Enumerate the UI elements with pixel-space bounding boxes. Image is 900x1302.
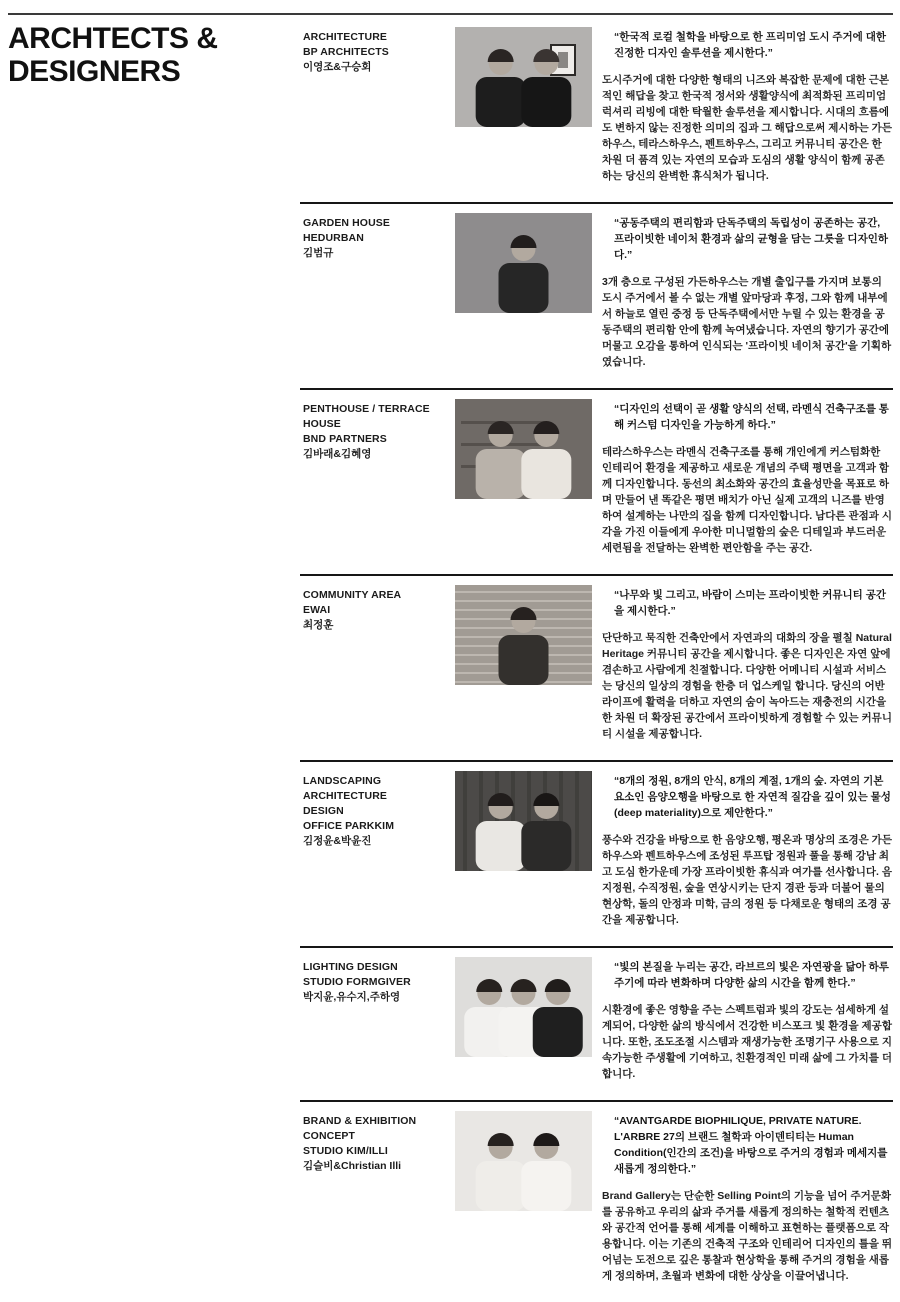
portrait-two-designers-interior-shelves bbox=[455, 399, 592, 499]
category-line: OFFICE PARKKIM bbox=[303, 820, 395, 832]
designer-description: 3개 층으로 구성된 가든하우스는 개별 출입구를 가지며 보통의 도시 주거에서 볼 수 없는 개별 앞마당과 후정, 그와 함께 내부에서 하늘로 열린 중정 등 단독주택에서만 누릴 수 있는 환경을 공동주택의 편리함 안에 함께 녹여냈습니다. 자연의 향기가 공간에 머물고 오감을 통하여 인식되는 '프라이빗 네이처 공간'을 기획하였습니다. bbox=[602, 276, 892, 368]
section-text-column bbox=[602, 399, 893, 556]
page-title-line1: ARCHTECTS & bbox=[8, 22, 218, 55]
designer-section bbox=[300, 18, 893, 204]
portrait-two-men-dark-sweaters bbox=[455, 27, 592, 127]
category-line: LANDSCAPING ARCHITECTURE bbox=[303, 775, 388, 802]
category-lines bbox=[303, 774, 455, 834]
section-text-column bbox=[602, 213, 893, 370]
page-title bbox=[8, 22, 218, 88]
portrait-man-woman-dark-curtain bbox=[455, 771, 592, 871]
category-line: STUDIO FORMGIVER bbox=[303, 976, 411, 988]
category-line: ARCHITECTURE bbox=[303, 31, 388, 43]
designer-names: 이영조&구승회 bbox=[303, 61, 372, 73]
section-label-column bbox=[303, 213, 455, 261]
section-label-column bbox=[303, 771, 455, 849]
category-lines bbox=[303, 402, 455, 447]
designer-names: 최정훈 bbox=[303, 619, 334, 631]
designer-section bbox=[300, 576, 893, 762]
section-text-column bbox=[602, 27, 893, 184]
section-label-column bbox=[303, 27, 455, 75]
designer-quote: “AVANTGARDE BIOPHILIQUE, PRIVATE NATURE. L'ARBRE 27의 브랜드 철학과 아이덴티티는 Human Condition(인간의 조건)을 바탕으로 주거의 경험과 메세지를 새롭게 정의한다.” bbox=[614, 1115, 888, 1175]
section-label-column bbox=[303, 1111, 455, 1174]
designer-quote: “한국적 로컬 철학을 바탕으로 한 프리미엄 도시 주거에 대한 진정한 디자인 솔루션을 제시한다.” bbox=[614, 31, 887, 59]
designer-section bbox=[300, 390, 893, 576]
category-lines bbox=[303, 216, 455, 246]
category-lines bbox=[303, 30, 455, 60]
designer-quote: “빛의 본질을 누리는 공간, 라브르의 빛은 자연광을 닮아 하루주기에 따라 변화하며 다양한 삶의 시간을 함께 한다.” bbox=[614, 961, 889, 989]
category-lines bbox=[303, 960, 455, 990]
designer-description: 도시주거에 대한 다양한 형태의 니즈와 복잡한 문제에 대한 근본적인 해답을 찾고 한국적 정서와 생활양식에 최적화된 프리미엄 럭셔리 리빙에 대한 탁월한 솔루션을 제시합니다. 시대의 흐름에도 변하지 않는 진정한 의미의 집과 그 해답으로써 제시하는 가든하우스, 테라스하우스, 펜트하우스, 그리고 커뮤니티 공간은 한 차원 더 품격 있는 자연의 모습과 도심의 생활 양식이 함께 공존하는 당신의 완벽한 휴식처가 됩니다. bbox=[602, 74, 892, 182]
category-line: HEDURBAN bbox=[303, 232, 364, 244]
designer-section bbox=[300, 948, 893, 1102]
category-line: BND PARTNERS bbox=[303, 433, 387, 445]
top-rule bbox=[8, 13, 893, 15]
section-text-column bbox=[602, 957, 893, 1082]
designer-names: 김정윤&박윤진 bbox=[303, 835, 372, 847]
section-text-column bbox=[602, 585, 893, 742]
category-line: BRAND & EXHIBITION CONCEPT bbox=[303, 1115, 417, 1142]
category-line: BP ARCHITECTS bbox=[303, 46, 389, 58]
section-text-column bbox=[602, 1111, 893, 1284]
designer-quote: “디자인의 선택이 곧 생활 양식의 선택, 라멘식 건축구조를 통해 커스텀 디자인을 가능하게 하다.” bbox=[614, 403, 889, 431]
designer-quote: “나무와 빛 그리고, 바람이 스미는 프라이빗한 커뮤니티 공간을 제시한다.” bbox=[614, 589, 887, 617]
designer-description: 단단하고 묵직한 건축안에서 자연과의 대화의 장을 펼칠 Natural Heritage 커뮤니티 공간을 제시합니다. 좋은 디자인은 자연 앞에 겸손하고 사람에게 친절합니다. 다양한 어메니티 시설과 서비스는 당신의 일상의 경험을 한층 더 업스케일 합니다. 당신의 어반 라이프에 활력을 더하고 자연의 숨이 녹아드는 재충전의 시간을 한 차원 더 확장된 공간에서 프라이빗하게 경험할 수 있는 커뮤니티 시설을 제공합니다. bbox=[602, 632, 892, 740]
designer-section bbox=[300, 204, 893, 390]
category-line: PENTHOUSE / TERRACE HOUSE bbox=[303, 403, 430, 430]
portrait-man-glasses-crossed-arms bbox=[455, 213, 592, 313]
section-label-column bbox=[303, 399, 455, 462]
portrait-man-brick-wall-plant bbox=[455, 585, 592, 685]
category-line: LIGHTING DESIGN bbox=[303, 961, 398, 973]
sections-list bbox=[300, 18, 893, 1302]
designer-names: 김범규 bbox=[303, 247, 334, 259]
designer-description: 시환경에 좋은 영향을 주는 스펙트럼과 빛의 강도는 섬세하게 설계되어, 다양한 삶의 방식에서 건강한 비스포크 빛 환경을 제공합니다. 또한, 조도조절 시스템과 재생가능한 조명기구 사용으로 지속가능한 주생활에 기여하고, 친환경적인 미래 삶에 그 가치를 더합니다. bbox=[602, 1004, 892, 1080]
category-line: STUDIO KIM/ILLI bbox=[303, 1145, 388, 1157]
designer-names: 김슬비&Christian Illi bbox=[303, 1160, 402, 1172]
designer-description: Brand Gallery는 단순한 Selling Point의 기능을 넘어 주거문화를 공유하고 우리의 삶과 주거를 새롭게 정의하는 철학적 컨텐츠와 공간적 언어를 통해 세계를 이해하고 표현하는 플랫폼으로 작용합니다. 이는 기존의 건축적 구조와 인테리어 디자인의 틀을 뛰어넘는 도전으로 깊은 통찰과 현상학을 통해 주거의 경험을 새롭게 정의하며, 초월과 변화에 대한 상상을 이끌어냅니다. bbox=[602, 1190, 892, 1282]
portrait-three-women bbox=[455, 957, 592, 1057]
portrait-man-woman-white bbox=[455, 1111, 592, 1211]
designer-quote: “공동주택의 편리함과 단독주택의 독립성이 공존하는 공간, 프라이빗한 네이처 환경과 삶의 균형을 담는 그릇을 디자인하다.” bbox=[614, 217, 888, 261]
designer-section bbox=[300, 762, 893, 948]
designer-section bbox=[300, 1102, 893, 1302]
page-title-line2: DESIGNERS bbox=[8, 55, 181, 88]
category-line: GARDEN HOUSE bbox=[303, 217, 390, 229]
section-text-column bbox=[602, 771, 893, 928]
designer-description: 풍수와 건강을 바탕으로 한 음양오행, 평온과 명상의 조경은 가든하우스와 펜트하우스에 조성된 루프탑 정원과 풀을 통해 강남 최고 도심 한가운데 가장 프라이빗한 휴식과 여가를 선사합니다. 음지정원, 수직정원, 숲을 연상시키는 단지 경관 등과 더불어 물의 현상학, 돌의 안정과 미학, 금의 정원 등 다채로운 형태의 조경 공간을 제공합니다. bbox=[602, 834, 892, 926]
designer-description: 테라스하우스는 라멘식 건축구조를 통해 개인에게 커스텀화한 인테리어 환경을 제공하고 새로운 개념의 주택 평면을 고객과 함께 디자인합니다. 동선의 최소화와 공간의 효율성만을 목표로 하며 만들어 낸 똑같은 평면 배치가 아닌 실제 고객의 니즈를 반영하여 설계하는 나만의 집을 함께 디자인합니다. 남다른 관점과 시각을 가진 이들에게 우아한 미니멀함의 숲은 디테일과 부드러운 세련됨을 전달하는 완벽한 편안함을 주는 공간. bbox=[602, 446, 892, 554]
category-line: EWAI bbox=[303, 604, 331, 616]
designer-names: 김바래&김혜영 bbox=[303, 448, 372, 460]
designer-names: 박지윤,유수지,주하영 bbox=[303, 991, 401, 1003]
category-lines bbox=[303, 588, 455, 618]
category-line: COMMUNITY AREA bbox=[303, 589, 402, 601]
section-label-column bbox=[303, 957, 455, 1005]
category-lines bbox=[303, 1114, 455, 1159]
category-line: DESIGN bbox=[303, 805, 344, 817]
section-label-column bbox=[303, 585, 455, 633]
designer-quote: “8개의 정원, 8개의 안식, 8개의 계절, 1개의 숲. 자연의 기본 요소인 음양오행을 바탕으로 한 자연적 질감을 깊이 있는 물성(deep materiality)으로 제안한다.” bbox=[614, 775, 891, 819]
